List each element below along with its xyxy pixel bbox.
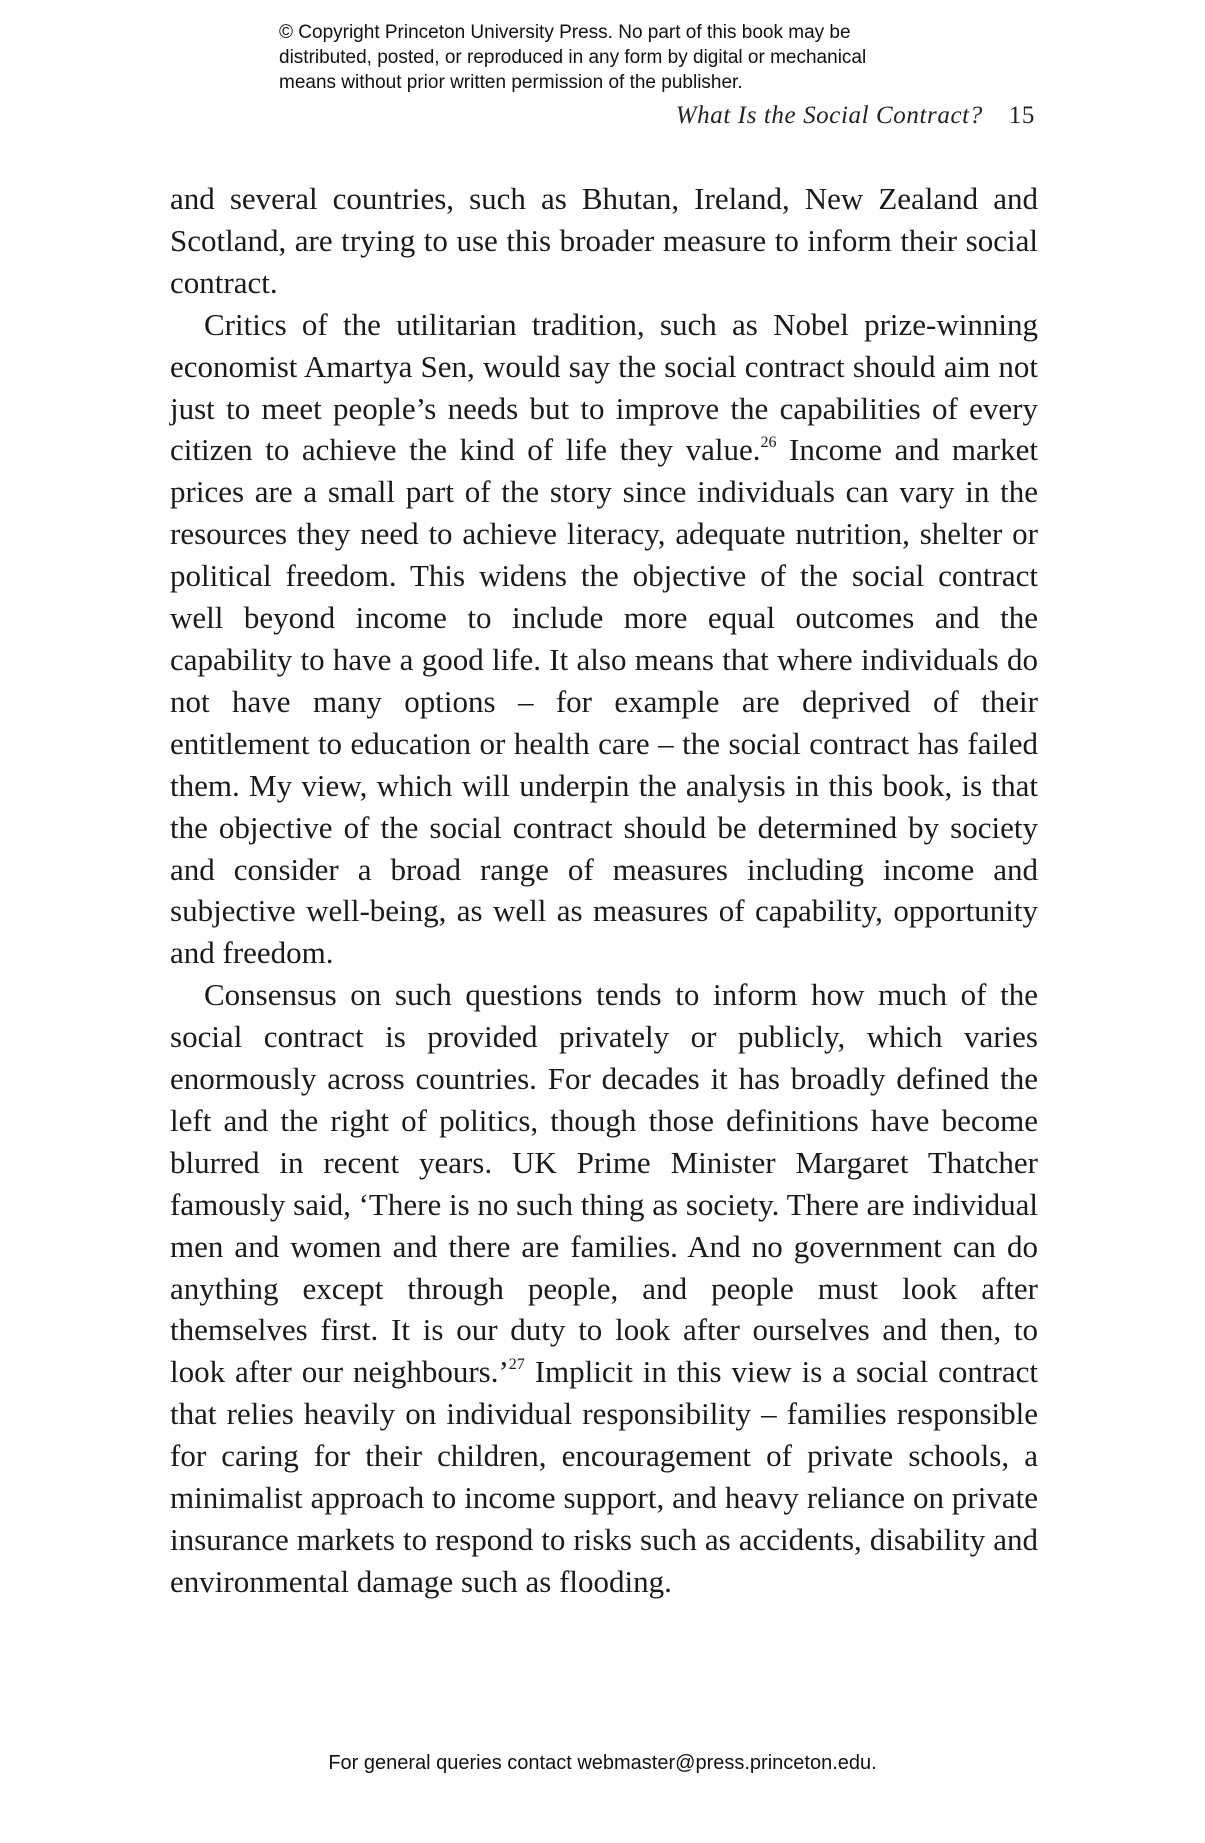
paragraph-1: and several countries, such as Bhutan, Ireland, New Zealand and Scotland, are trying to use this broader measure to inform their social contract.	[170, 181, 1038, 300]
running-head	[676, 102, 1035, 130]
copyright-line-1: © Copyright Princeton University Press. No part of this book may be	[279, 22, 851, 43]
copyright-line-3: means without prior written permission of the publisher.	[279, 72, 743, 93]
paragraph-2	[170, 304, 1038, 975]
paragraph-2-part-1: Critics of the utilitarian tradition, such as Nobel prize-winning economist Amartya Sen, would say the social contract should aim not just to meet people’s needs but to improve the capabilities of every citizen to achieve the kind of life they value.	[170, 306, 1038, 468]
paragraph-3-part-2: Implicit in this view is a social contract that relies heavily on individual responsibility – families responsible for caring for their children, encouragement of private schools, a minimalist approach to income support, and heavy reliance on private insurance markets to respond to risks such as accidents, disability and environmental damage such as flooding.	[170, 1354, 1038, 1599]
copyright-notice	[279, 20, 1039, 95]
body-text	[170, 178, 1038, 1603]
copyright-line-2: distributed, posted, or reproduced in any form by digital or mechanical	[279, 47, 867, 68]
paragraph-3-part-1: Consensus on such questions tends to inform how much of the social contract is provided privately or publicly, which varies enormously across countries. For decades it has broadly defined the left and the right of politics, though those definitions have become blurred in recent years. UK Prime Minister Margaret Thatcher famously said, ‘There is no such thing as society. There are individual men and women and there are families. And no government can do anything except through people, and people must look after themselves first. It is our duty to look after ourselves and then, to look after our neighbours.’	[170, 977, 1038, 1390]
paragraph-3	[170, 974, 1038, 1603]
paragraph-2-part-2: Income and market prices are a small part of the story since individuals can vary in the resources they need to achieve literacy, adequate nutrition, shelter or political freedom. This widens the objective of the social contract well beyond income to include more equal outcomes and the capability to have a good life. It also means that where individuals do not have many options – for example are deprived of their entitlement to education or health care – the social contract has failed them. My view, which will underpin the analysis in this book, is that the objective of the social contract should be determined by society and consider a broad range of measures including income and subjective well-being, as well as measures of capability, opportunity and freedom.	[170, 432, 1038, 971]
footer-contact: For general queries contact webmaster@press.princeton.edu.	[328, 1752, 877, 1774]
footnote-ref-26: 26	[760, 434, 777, 452]
footnote-ref-27: 27	[508, 1356, 525, 1374]
running-head-title: What Is the Social Contract?	[675, 102, 983, 129]
page-number: 15	[1008, 102, 1035, 129]
